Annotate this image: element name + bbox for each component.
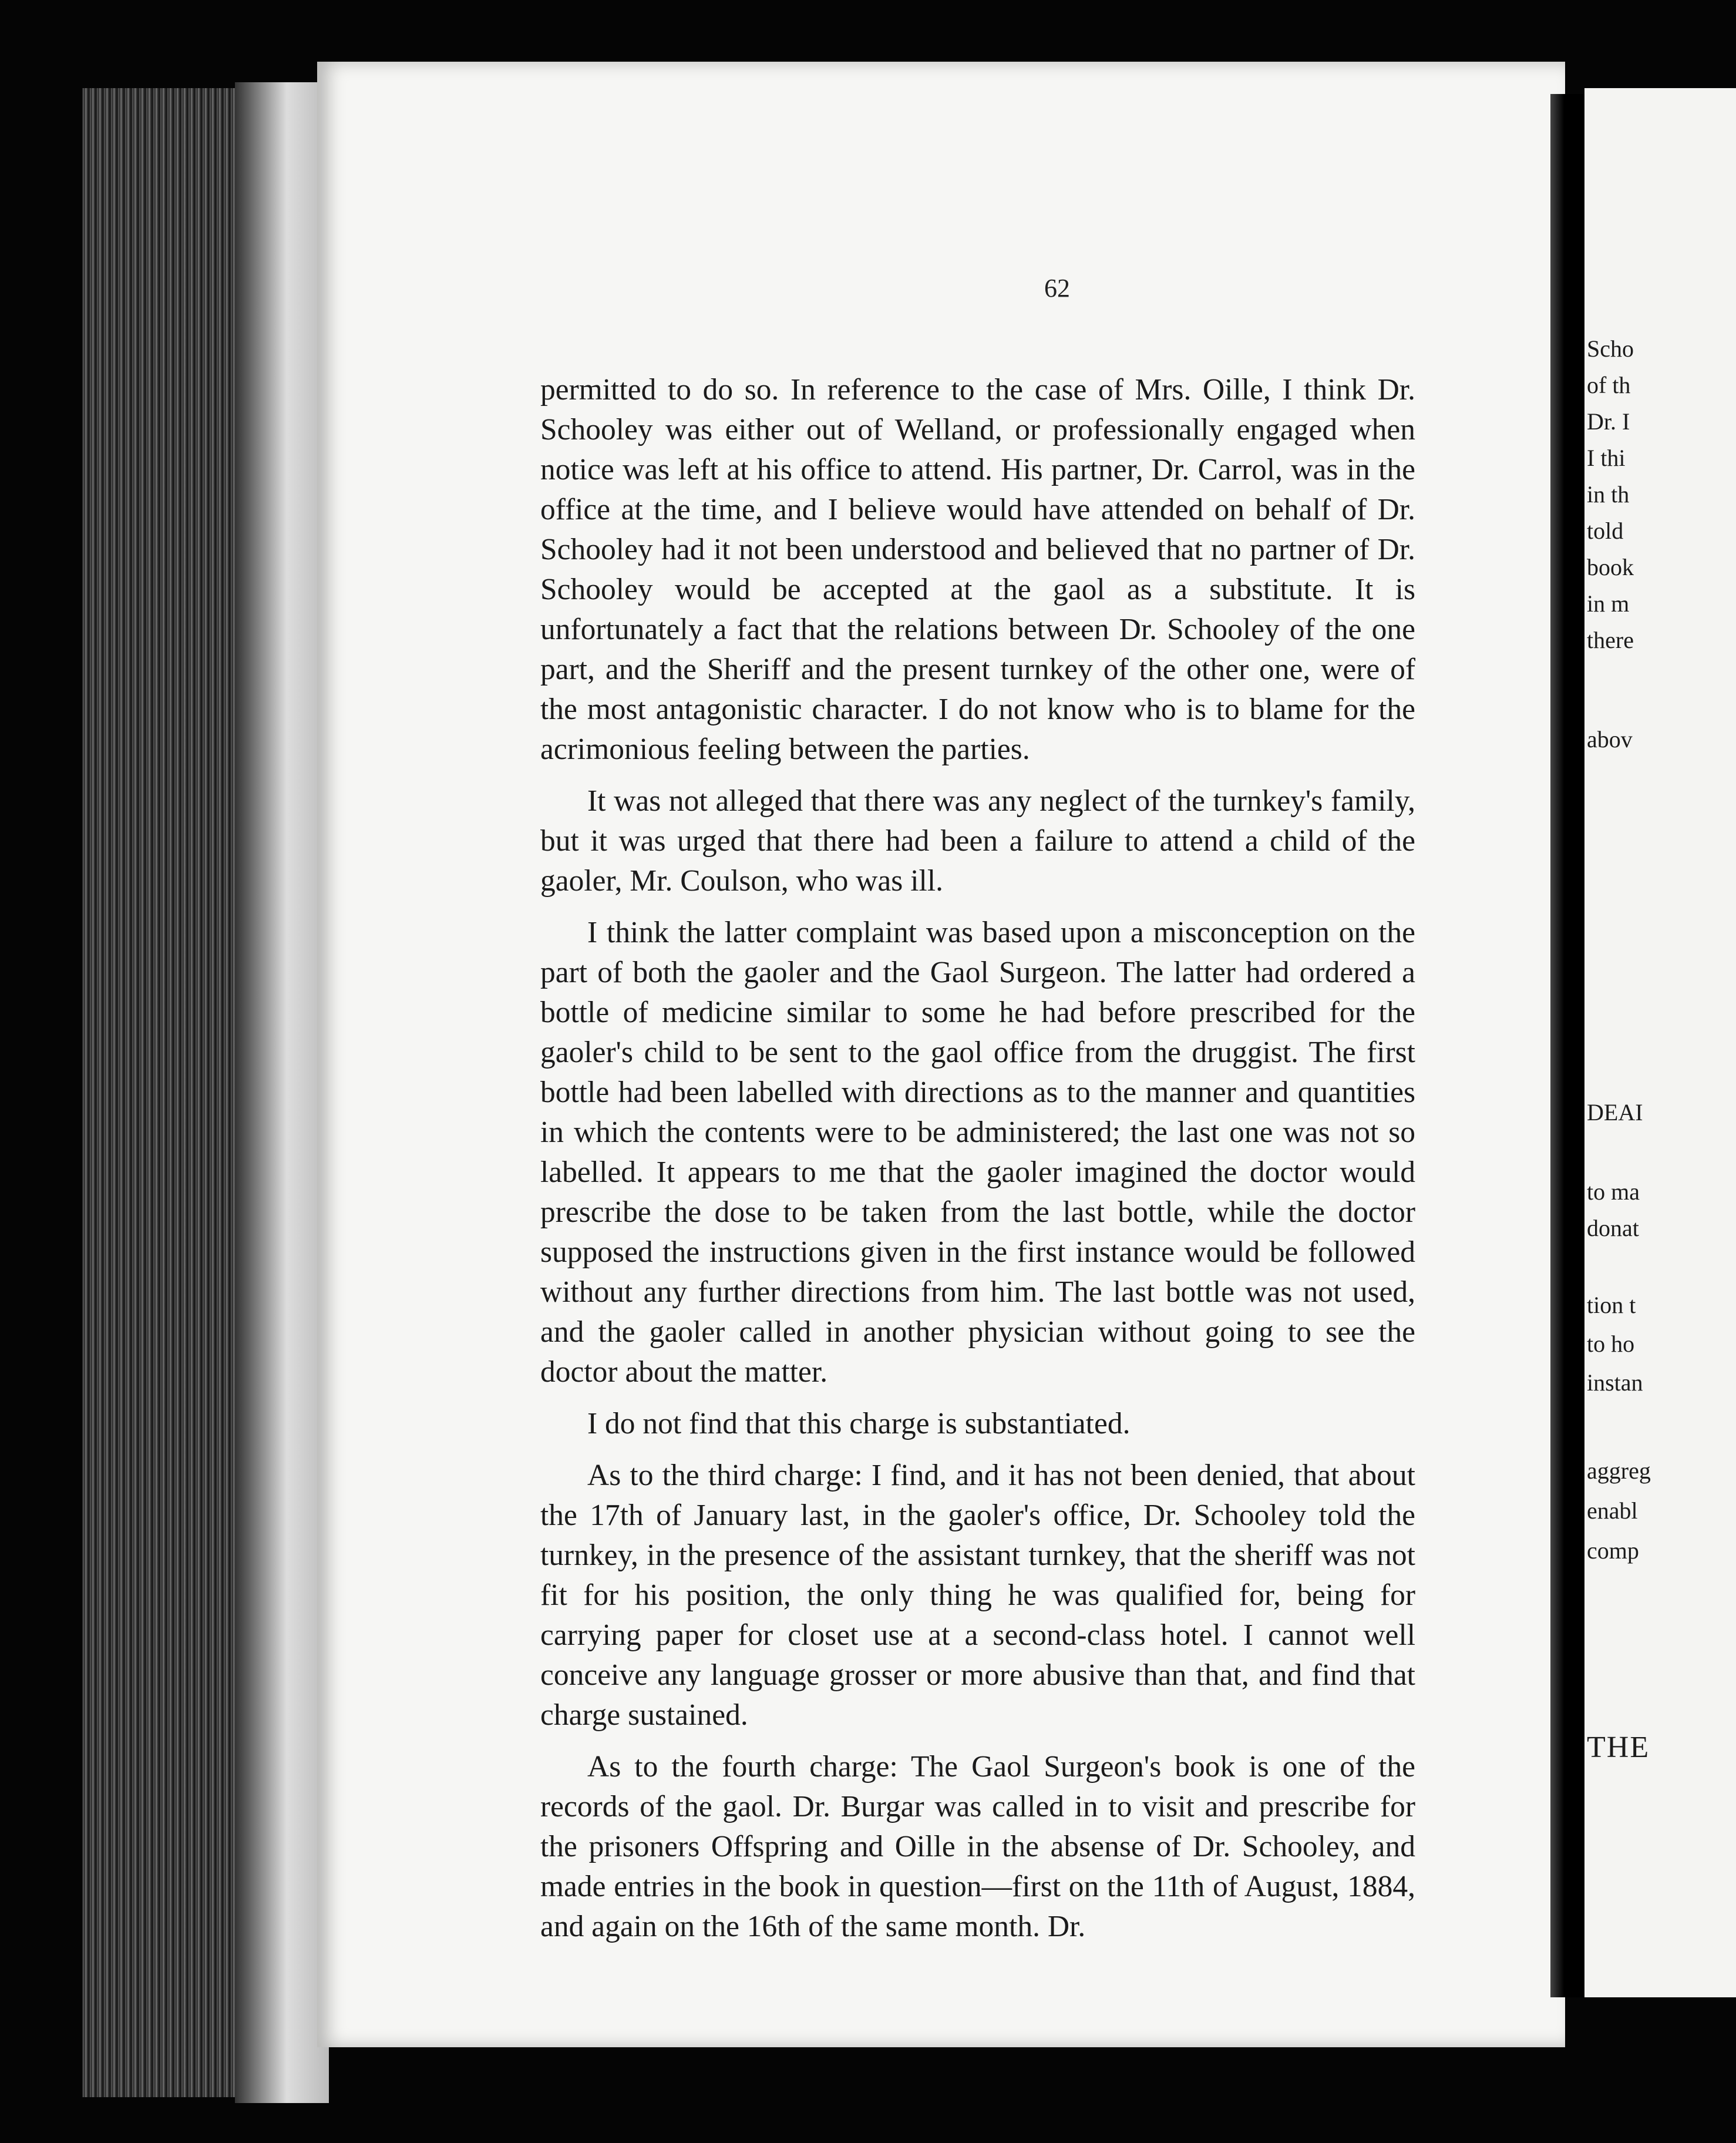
paragraph-3: I think the latter complaint was based upon a misconception on the part of both the gaoler and the Gaol Surgeon. The latter had ordered a bottle of medicine similar to some he had before prescribed for the gaoler's child to be sent to the gaol office from the druggist. The first bottle had been labelled with directions as to the manner and quantities in which the contents were to be administered; the last one was not so labelled. It appears to me that the gaoler imagined the doctor would prescribe the dose to be taken from the last bottle, while the doctor supposed the instructions given in the first instance would be followed without any further directions from him. The last bottle was not used, and the gaoler called in another physician without going to see the doctor about the matter. — [540, 916, 1415, 1389]
right-page-line-fragment: in th — [1587, 481, 1630, 508]
right-page-line-fragment: told — [1587, 518, 1624, 544]
right-page-line-fragment: to ho — [1587, 1331, 1635, 1357]
left-page — [317, 62, 1565, 2047]
right-page-line-fragment: donat — [1587, 1215, 1639, 1241]
book-gutter — [1550, 94, 1584, 1997]
right-page-line-fragment: to ma — [1587, 1178, 1640, 1205]
page-curl-shadow — [235, 82, 329, 2103]
right-page-line-fragment: book — [1587, 554, 1634, 580]
right-page-line-fragment: of th — [1587, 372, 1631, 398]
paragraph-2: It was not alleged that there was any neglect of the turnkey's family, but it was urged that there had been a failure to attend a child of the gaoler, Mr. Coulson, who was ill. — [540, 784, 1415, 898]
right-page-heading-fragment: THE — [1587, 1731, 1650, 1764]
right-page-line-fragment: Dr. I — [1587, 408, 1630, 435]
right-page-line-fragment: DEAI — [1587, 1099, 1643, 1126]
right-page-line-fragment: there — [1587, 627, 1634, 653]
page-number: 62 — [1044, 274, 1070, 303]
right-page-line-fragment: instan — [1587, 1369, 1643, 1396]
right-page-line-fragment: abov — [1587, 726, 1633, 753]
paragraph-1: permitted to do so. In reference to the case of Mrs. Oille, I think Dr. Schooley was either out of Welland, or professionally engaged when notice was left at his office to attend. His partner, Dr. Carrol, was in the office at the time, and I believe would have attended on behalf of Dr. Schooley had it not been understood and believed that no partner of Dr. Schooley would be accepted at the gaol as a substitute. It is unfortunately a fact that the relations between Dr. Schooley of the one part, and the Sheriff and the present turnkey of the other one, were of the most antagonistic character. I do not know who is to blame for the acrimonious feeling between the parties. — [540, 373, 1415, 766]
paragraph-5: As to the third charge: I find, and it has not been denied, that about the 17th of January last, in the gaoler's office, Dr. Schooley told the turnkey, in the presence of the assistant turnkey, that the sheriff was not fit for his position, the only thing he was qualified for, being for carrying paper for closet use at a second-class hotel. I cannot well conceive any language grosser or more abusive than that, and find that charge sustained. — [540, 1459, 1415, 1732]
right-page-line-fragment: tion t — [1587, 1292, 1636, 1318]
paragraph-4: I do not find that this charge is substantiated. — [587, 1407, 1131, 1440]
paragraph-6: As to the fourth charge: The Gaol Surgeon's book is one of the records of the gaol. Dr. Burgar was called in to visit and prescribe for the prisoners Offspring and Oille in the absense of Dr. Schooley, and made entries in the book in question—first on the 11th of August, 1884, and again on the 16th of the same month. Dr. — [540, 1750, 1415, 1943]
right-page-line-fragment: aggreg — [1587, 1457, 1651, 1484]
right-page-line-fragment: comp — [1587, 1537, 1639, 1564]
right-page-line-fragment: enabl — [1587, 1497, 1638, 1524]
right-page-line-fragment: in m — [1587, 590, 1630, 617]
right-page-line-fragment: Scho — [1587, 335, 1634, 362]
page-body-text — [540, 370, 1415, 1959]
right-page-line-fragment: I thi — [1587, 445, 1626, 471]
